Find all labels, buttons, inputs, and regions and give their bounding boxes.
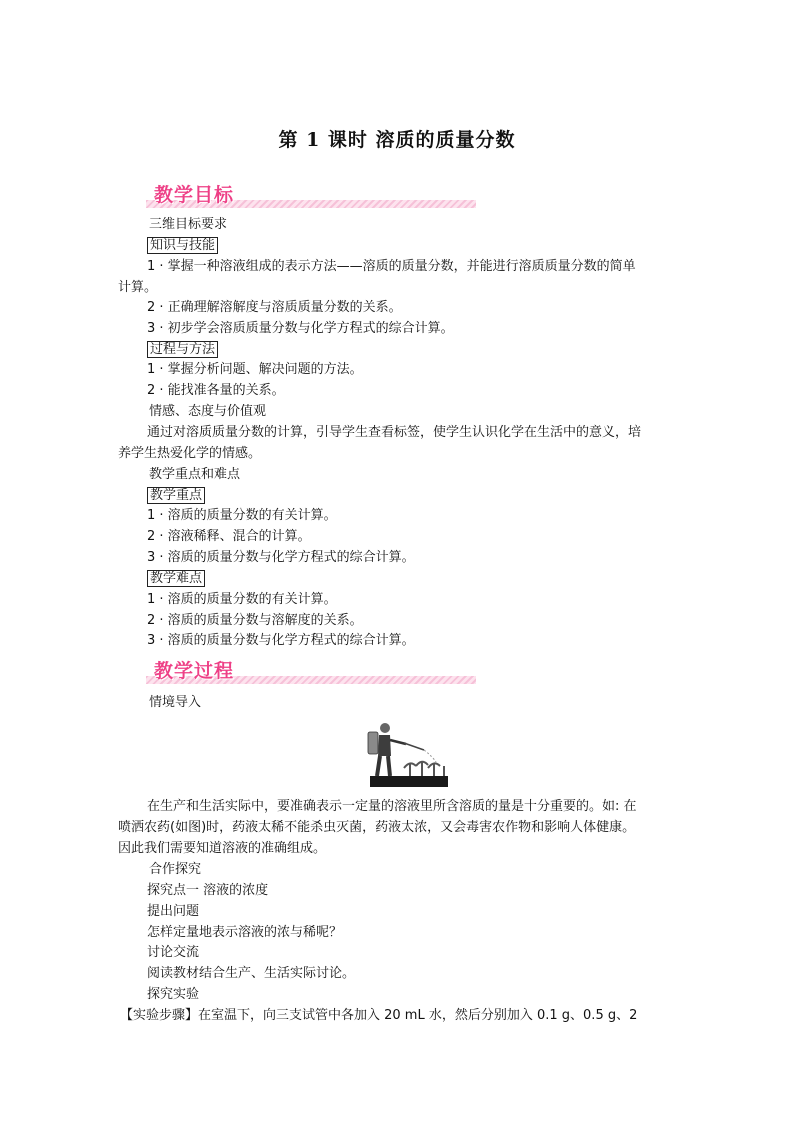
attitude-text-a: 通过对溶质质量分数的计算，引导学生查看标签，使学生认识化学在生活中的意义，培	[147, 425, 642, 440]
attitude-label: 情感、态度与价值观	[149, 404, 267, 419]
focus-item-1: 1 · 溶质的质量分数的有关计算。	[147, 508, 337, 523]
focus-label: 教学重点	[147, 487, 205, 504]
explore-point-1: 探究点一 溶液的浓度	[147, 883, 269, 898]
knowledge-item-1b: 计算。	[118, 280, 158, 295]
discuss-heading: 讨论交流	[147, 945, 200, 960]
attitude-text-b: 养学生热爱化学的情感。	[118, 446, 262, 461]
discuss-text: 阅读教材结合生产、生活实际讨论。	[147, 966, 356, 981]
keypoints-heading: 教学重点和难点	[149, 467, 241, 482]
knowledge-item-3: 3 · 初步学会溶质质量分数与化学方程式的综合计算。	[147, 321, 454, 336]
coop-heading: 合作探究	[149, 862, 202, 877]
knowledge-label: 知识与技能	[147, 237, 218, 254]
question-text: 怎样定量地表示溶液的浓与稀呢？	[147, 925, 343, 940]
intro-paragraph-line-1: 在生产和生活实际中，要准确表示一定量的溶液里所含溶质的量是十分重要的。如: 在	[147, 799, 637, 814]
section-banner-process	[146, 656, 476, 686]
section-banner-goals	[146, 180, 476, 210]
difficulty-item-2: 2 · 溶质的质量分数与溶解度的关系。	[147, 613, 363, 628]
method-item-2: 2 · 能找准各量的关系。	[147, 383, 285, 398]
method-label: 过程与方法	[147, 341, 218, 358]
focus-item-3: 3 · 溶质的质量分数与化学方程式的综合计算。	[147, 550, 415, 565]
intro-paragraph-line-3: 因此我们需要知道溶液的准确组成。	[118, 841, 327, 856]
goals-heading: 三维目标要求	[149, 217, 228, 232]
knowledge-item-1a: 1 · 掌握一种溶液组成的表示方法——溶质的质量分数，并能进行溶质质量分数的简单	[147, 259, 636, 274]
difficulty-item-3: 3 · 溶质的质量分数与化学方程式的综合计算。	[147, 633, 415, 648]
intro-heading: 情境导入	[149, 695, 202, 710]
banner-label: 教学过程	[154, 660, 235, 682]
method-item-1: 1 · 掌握分析问题、解决问题的方法。	[147, 362, 363, 377]
intro-paragraph-line-2: 喷洒农药(如图)时，药液太稀不能杀虫灭菌，药液太浓，又会毒害农作物和影响人体健康。	[118, 820, 636, 835]
focus-item-2: 2 · 溶液稀释、混合的计算。	[147, 529, 311, 544]
banner-label: 教学目标	[154, 184, 235, 206]
experiment-heading: 探究实验	[147, 987, 200, 1002]
difficulty-label: 教学难点	[147, 570, 205, 587]
difficulty-item-1: 1 · 溶质的质量分数的有关计算。	[147, 592, 337, 607]
pesticide-spraying-illustration	[360, 718, 450, 790]
page-title: 第 1 课时 溶质的质量分数	[278, 129, 516, 151]
ask-heading: 提出问题	[147, 904, 200, 919]
experiment-step: 【实验步骤】在室温下，向三支试管中各加入 20 mL 水，然后分别加入 0.1 g、0.5 g、2	[120, 1008, 638, 1023]
knowledge-item-2: 2 · 正确理解溶解度与溶质质量分数的关系。	[147, 300, 402, 315]
